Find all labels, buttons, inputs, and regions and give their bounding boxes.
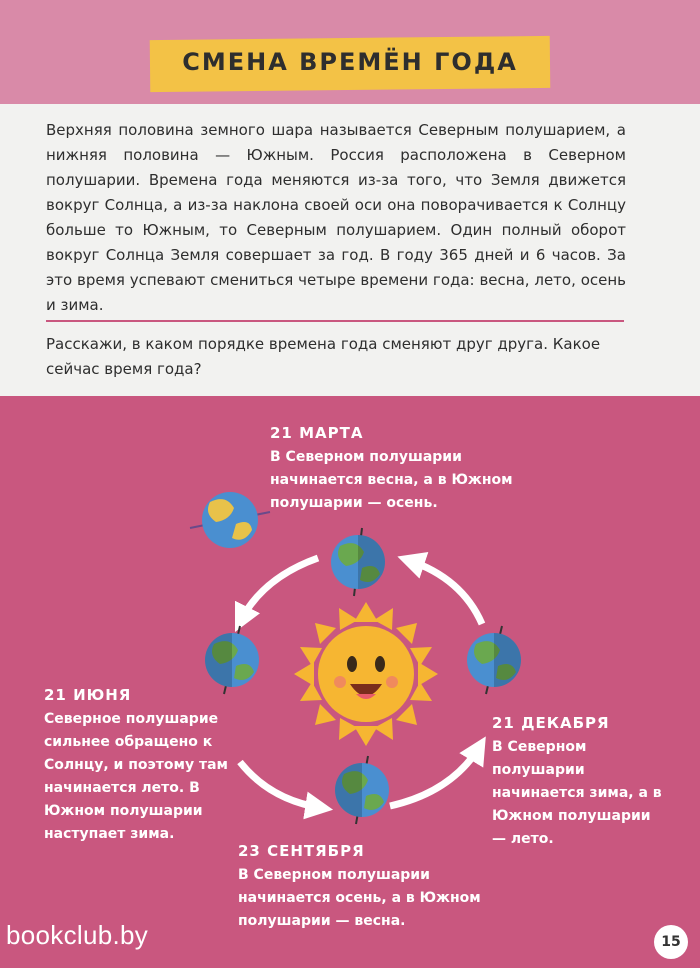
globe-icon-december — [467, 626, 521, 694]
season-march — [270, 422, 530, 515]
question-text: Расскажи, в каком порядке времена года сменяют друг друга. Какое сейчас время года? — [46, 335, 601, 378]
season-march-text: В Северном полушарии начинается весна, а в Южном полушарии — осень. — [270, 449, 513, 511]
season-march-date: 21 МАРТА — [270, 424, 364, 442]
season-september — [238, 840, 500, 933]
orbit-arrow-december-march — [408, 560, 482, 624]
orbit-arrow-june-september — [240, 762, 322, 808]
season-september-date: 23 СЕНТЯБРЯ — [238, 842, 365, 860]
orbit-arrow-september-december — [390, 746, 480, 806]
season-december — [492, 712, 668, 851]
season-september-text: В Северном полушарии начинается осень, а в Южном полушарии — весна. — [238, 867, 481, 929]
season-december-text: В Северном полушарии начинается зима, а в Южном полушарии — лето. — [492, 739, 662, 847]
page-title: СМЕНА ВРЕМЁН ГОДА — [182, 48, 518, 76]
intro-paragraph: Верхняя половина земного шара называется Северным полушарием, а нижняя половина — Южным. Россия расположена в Северном полушарии. Времена года меняются из-за того, что Земля движется вокруг Солнца, а из-за наклона своей оси она поворачивается к Солнцу больше то Южным, то Северным полушарием. Один полный оборот вокруг Солнца Земля совершает за год. В году 365 дней и 6 часов. За это время успевают смениться четыре времени года: весна, лето, осень и зима. — [46, 121, 626, 314]
season-december-date: 21 ДЕКАБРЯ — [492, 714, 610, 732]
season-june-date: 21 ИЮНЯ — [44, 686, 132, 704]
watermark: bookclub.by — [6, 920, 149, 950]
season-june-text: Северное полушарие сильнее обращено к Солнцу, и поэтому там начинается лето. В Южном полушарии наступает зима. — [44, 711, 228, 842]
globe-icon-march — [331, 528, 385, 596]
page-number: 15 — [654, 925, 688, 959]
orbit-arrow-march-june — [240, 558, 318, 622]
sun-icon — [294, 602, 438, 746]
globe-icon-september — [335, 756, 389, 824]
globe-icon-axis-demo — [190, 492, 270, 548]
season-june — [44, 684, 240, 846]
